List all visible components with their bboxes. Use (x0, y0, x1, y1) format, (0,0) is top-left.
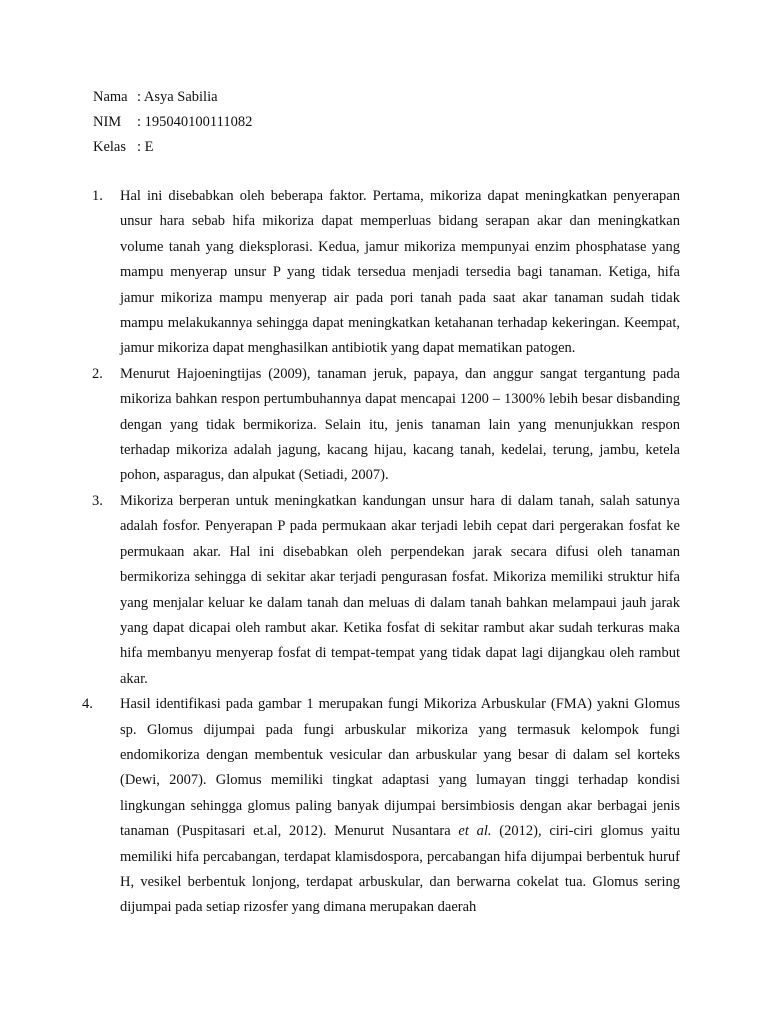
answer-text (120, 696, 680, 915)
answer-text: Hal ini disebabkan oleh beberapa faktor. Pertama, mikoriza dapat meningkatkan penyerapan unsur hara sebab hifa mikoriza dapat memperluas bidang serapan akar dan meningkatkan volume tanah yang dieksplorasi. Kedua, jamur mikoriza mempunyai enzim phosphatase yang mampu menyerap unsur P yang tidak tersedua menjadi tersedia bagi tanaman. Ketiga, hifa jamur mikoriza mampu menyerap air pada pori tanah pada saat akar tanaman sudah tidak mampu melakukannya sehingga dapat meningkatkan ketahanan terhadap kekeringan. Keempat, jamur mikoriza dapat menghasilkan antibiotik yang dapat mematikan patogen. (120, 188, 680, 357)
class-row (93, 135, 252, 160)
answer-number: 1. (92, 188, 103, 204)
answer-item-2 (82, 362, 680, 489)
answer-text: Mikoriza berperan untuk meningkatkan kandungan unsur hara di dalam tanah, salah satunya adalah fosfor. Penyerapan P pada permukaan akar terjadi lebih cepat dari pergerakan fosfat ke permukaan akar. Hal ini disebabkan oleh perpendekan jarak secara difusi oleh tanaman bermikoriza sehingga di sekitar akar terjadi pengurasan fosfat. Mikoriza memiliki struktur hifa yang menjalar keluar ke dalam tanah dan meluas di dalam tanah bahkan melampaui jauh jarak yang dapat dicapai oleh rambut akar. Ketika fosfat di sekitar rambut akar sudah terkuras maka hifa membanyu menyerap fosfat di tempat-tempat yang tidak dapat lagi dijangkau oleh rambut akar. (120, 492, 680, 687)
answer-number: 4. (82, 696, 93, 713)
nim-value: : 195040100111082 (137, 114, 253, 130)
answer-number: 3. (92, 492, 103, 509)
name-label: Nama (93, 89, 128, 105)
nim-label: NIM (93, 114, 122, 130)
answer-text-part: Hasil identifikasi pada gambar 1 merupakan fungi Mikoriza Arbuskular (FMA) yakni Glomus sp. Glomus dijumpai pada fungi arbuskular mikoriza yang termasuk kelompok fungi endomikoriza dengan membentuk vesicular dan arbuskular yang besar di dalam sel korteks (Dewi, 2007). Glomus memiliki tingkat adaptasi yang lumayan tinggi terhadap kondisi lingkungan sehingga glomus paling banyak dijumpai bersimbiosis dengan akar berbagai jenis tanaman (Puspitasari et.al, 2012). Menurut Nusantara (120, 696, 680, 840)
answer-number: 2. (92, 365, 103, 382)
name-row (93, 85, 252, 110)
class-label: Kelas (93, 139, 127, 155)
student-info (93, 85, 252, 160)
answer-item-3 (82, 489, 680, 692)
answer-list (82, 184, 680, 921)
class-value: : E (137, 139, 154, 155)
answer-item-1 (82, 184, 680, 362)
answer-text-part: (2012), ciri-ciri glomus yaitu memiliki hifa percabangan, terdapat klamisdospora, percabangan hifa dijumpai berbentuk huruf H, vesikel berbentuk lonjong, terdapat arbuskular, dan berwarna cokelat tua. Glomus sering dijumpai pada setiap rizosfer yang dimana merupakan daerah (120, 823, 680, 916)
italic-citation: et al. (458, 823, 492, 840)
nim-row (93, 110, 252, 135)
name-value: : Asya Sabilia (137, 89, 218, 105)
answer-item-4 (82, 692, 680, 921)
answer-text: Menurut Hajoeningtijas (2009), tanaman jeruk, papaya, dan anggur sangat tergantung pada mikoriza bahkan respon pertumbuhannya dapat mencapai 1200 – 1300% lebih besar disbanding dengan yang tidak bermikoriza. Selain itu, jenis tanaman lain yang menunjukkan respon terhadap mikoriza adalah jagung, kacang hijau, kacang tanah, kedelai, terung, jambu, ketela pohon, asparagus, dan alpukat (Setiadi, 2007). (120, 365, 680, 484)
